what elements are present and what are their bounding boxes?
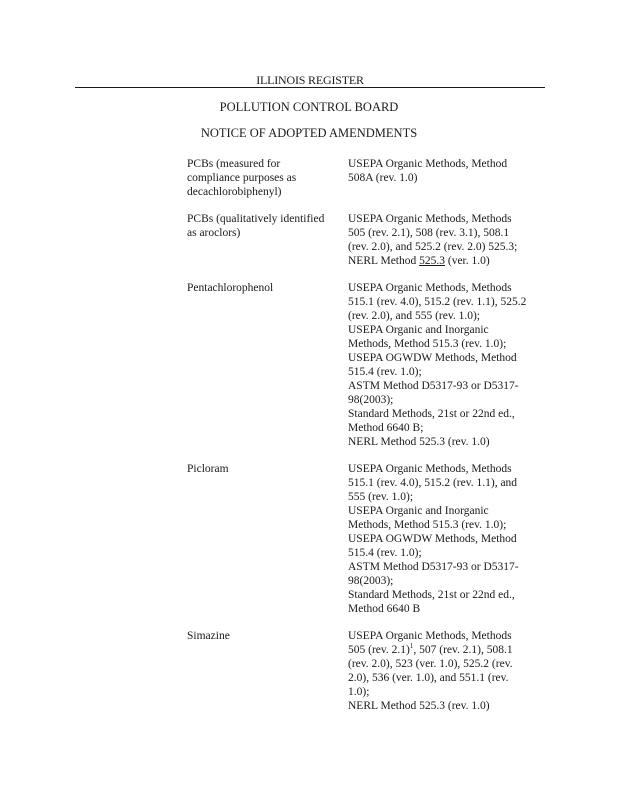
method-line xyxy=(348,254,538,268)
name-line: compliance purposes as xyxy=(187,172,297,184)
footnote-marker: 1 xyxy=(409,642,414,651)
method-line: 98(2003); xyxy=(348,394,394,406)
method-line: 515.1 (rev. 4.0), 515.2 (rev. 1.1), and xyxy=(348,477,518,489)
inserted-text: 525.3 xyxy=(419,255,445,267)
method-list xyxy=(348,157,538,199)
method-text: 505 (rev. 2.1) xyxy=(348,644,410,656)
table-row xyxy=(187,281,547,449)
contaminant-name xyxy=(187,462,348,616)
method-list xyxy=(348,462,538,616)
method-line: (rev. 2.0), 523 (ver. 1.0), 525.2 (rev. xyxy=(348,658,513,670)
contaminant-name xyxy=(187,281,348,449)
table-row xyxy=(187,462,547,616)
method-list xyxy=(348,212,538,268)
contaminant-name xyxy=(187,212,348,268)
method-line: USEPA Organic Methods, Method xyxy=(348,158,508,170)
board-title: POLLUTION CONTROL BOARD xyxy=(219,100,399,114)
method-line: 2.0), 536 (ver. 1.0), and 551.1 (rev. xyxy=(348,672,509,684)
name-line: decachlorobiphenyl) xyxy=(187,186,282,198)
method-line: Methods, Method 515.3 (rev. 1.0); xyxy=(348,338,507,350)
method-line: 515.4 (rev. 1.0); xyxy=(348,547,422,559)
method-line: 1.0); xyxy=(348,686,370,698)
method-line: 515.1 (rev. 4.0), 515.2 (rev. 1.1), 525.2 xyxy=(348,296,527,308)
method-line: Methods, Method 515.3 (rev. 1.0); xyxy=(348,519,507,531)
method-line: Method 6640 B; xyxy=(348,422,424,434)
method-line: USEPA Organic and Inorganic xyxy=(348,505,489,517)
name-line: Pentachlorophenol xyxy=(187,282,274,294)
method-line: USEPA Organic Methods, Methods xyxy=(348,213,512,225)
method-list xyxy=(348,629,538,713)
contaminant-name xyxy=(187,629,348,713)
name-line: PCBs (measured for xyxy=(187,158,281,170)
method-line: 98(2003); xyxy=(348,575,394,587)
method-line: 508A (rev. 1.0) xyxy=(348,172,418,184)
method-line: (rev. 2.0), and 555 (rev. 1.0); xyxy=(348,310,480,322)
table-row xyxy=(187,629,547,713)
method-line: ASTM Method D5317-93 or D5317- xyxy=(348,561,519,573)
method-line: 505 (rev. 2.1), 508 (rev. 3.1), 508.1 xyxy=(348,227,510,239)
method-line: Standard Methods, 21st or 22nd ed., xyxy=(348,589,515,601)
method-text: (ver. 1.0) xyxy=(445,255,490,267)
method-text: NERL Method xyxy=(348,255,420,267)
register-title: ILLINOIS REGISTER xyxy=(75,74,545,88)
method-list xyxy=(348,281,538,449)
method-line: Standard Methods, 21st or 22nd ed., xyxy=(348,408,515,420)
method-line: USEPA Organic Methods, Methods xyxy=(348,282,512,294)
method-line: USEPA OGWDW Methods, Method xyxy=(348,533,517,545)
method-line xyxy=(348,643,538,657)
method-text: , 507 (rev. 2.1), 508.1 xyxy=(413,644,513,656)
name-line: Picloram xyxy=(187,463,229,475)
method-line: USEPA OGWDW Methods, Method xyxy=(348,352,517,364)
method-line: (rev. 2.0), and 525.2 (rev. 2.0) 525.3; xyxy=(348,241,518,253)
method-line: 515.4 (rev. 1.0); xyxy=(348,366,422,378)
method-line: Method 6640 B xyxy=(348,603,421,615)
method-line: USEPA Organic Methods, Methods xyxy=(348,463,512,475)
name-line: Simazine xyxy=(187,630,230,642)
method-line: USEPA Organic Methods, Methods xyxy=(348,630,512,642)
table-row xyxy=(187,157,547,199)
contaminant-name xyxy=(187,157,348,199)
method-line: NERL Method 525.3 (rev. 1.0) xyxy=(348,436,490,448)
method-line: NERL Method 525.3 (rev. 1.0) xyxy=(348,700,490,712)
running-header xyxy=(75,74,545,88)
method-line: 555 (rev. 1.0); xyxy=(348,491,414,503)
method-line: USEPA Organic and Inorganic xyxy=(348,324,489,336)
method-line: ASTM Method D5317-93 or D5317- xyxy=(348,380,519,392)
table-row xyxy=(187,212,547,268)
name-line: PCBs (qualitatively identified xyxy=(187,213,325,225)
method-table xyxy=(187,157,547,726)
notice-title: NOTICE OF ADOPTED AMENDMENTS xyxy=(200,126,418,140)
name-line: as aroclors) xyxy=(187,227,241,239)
